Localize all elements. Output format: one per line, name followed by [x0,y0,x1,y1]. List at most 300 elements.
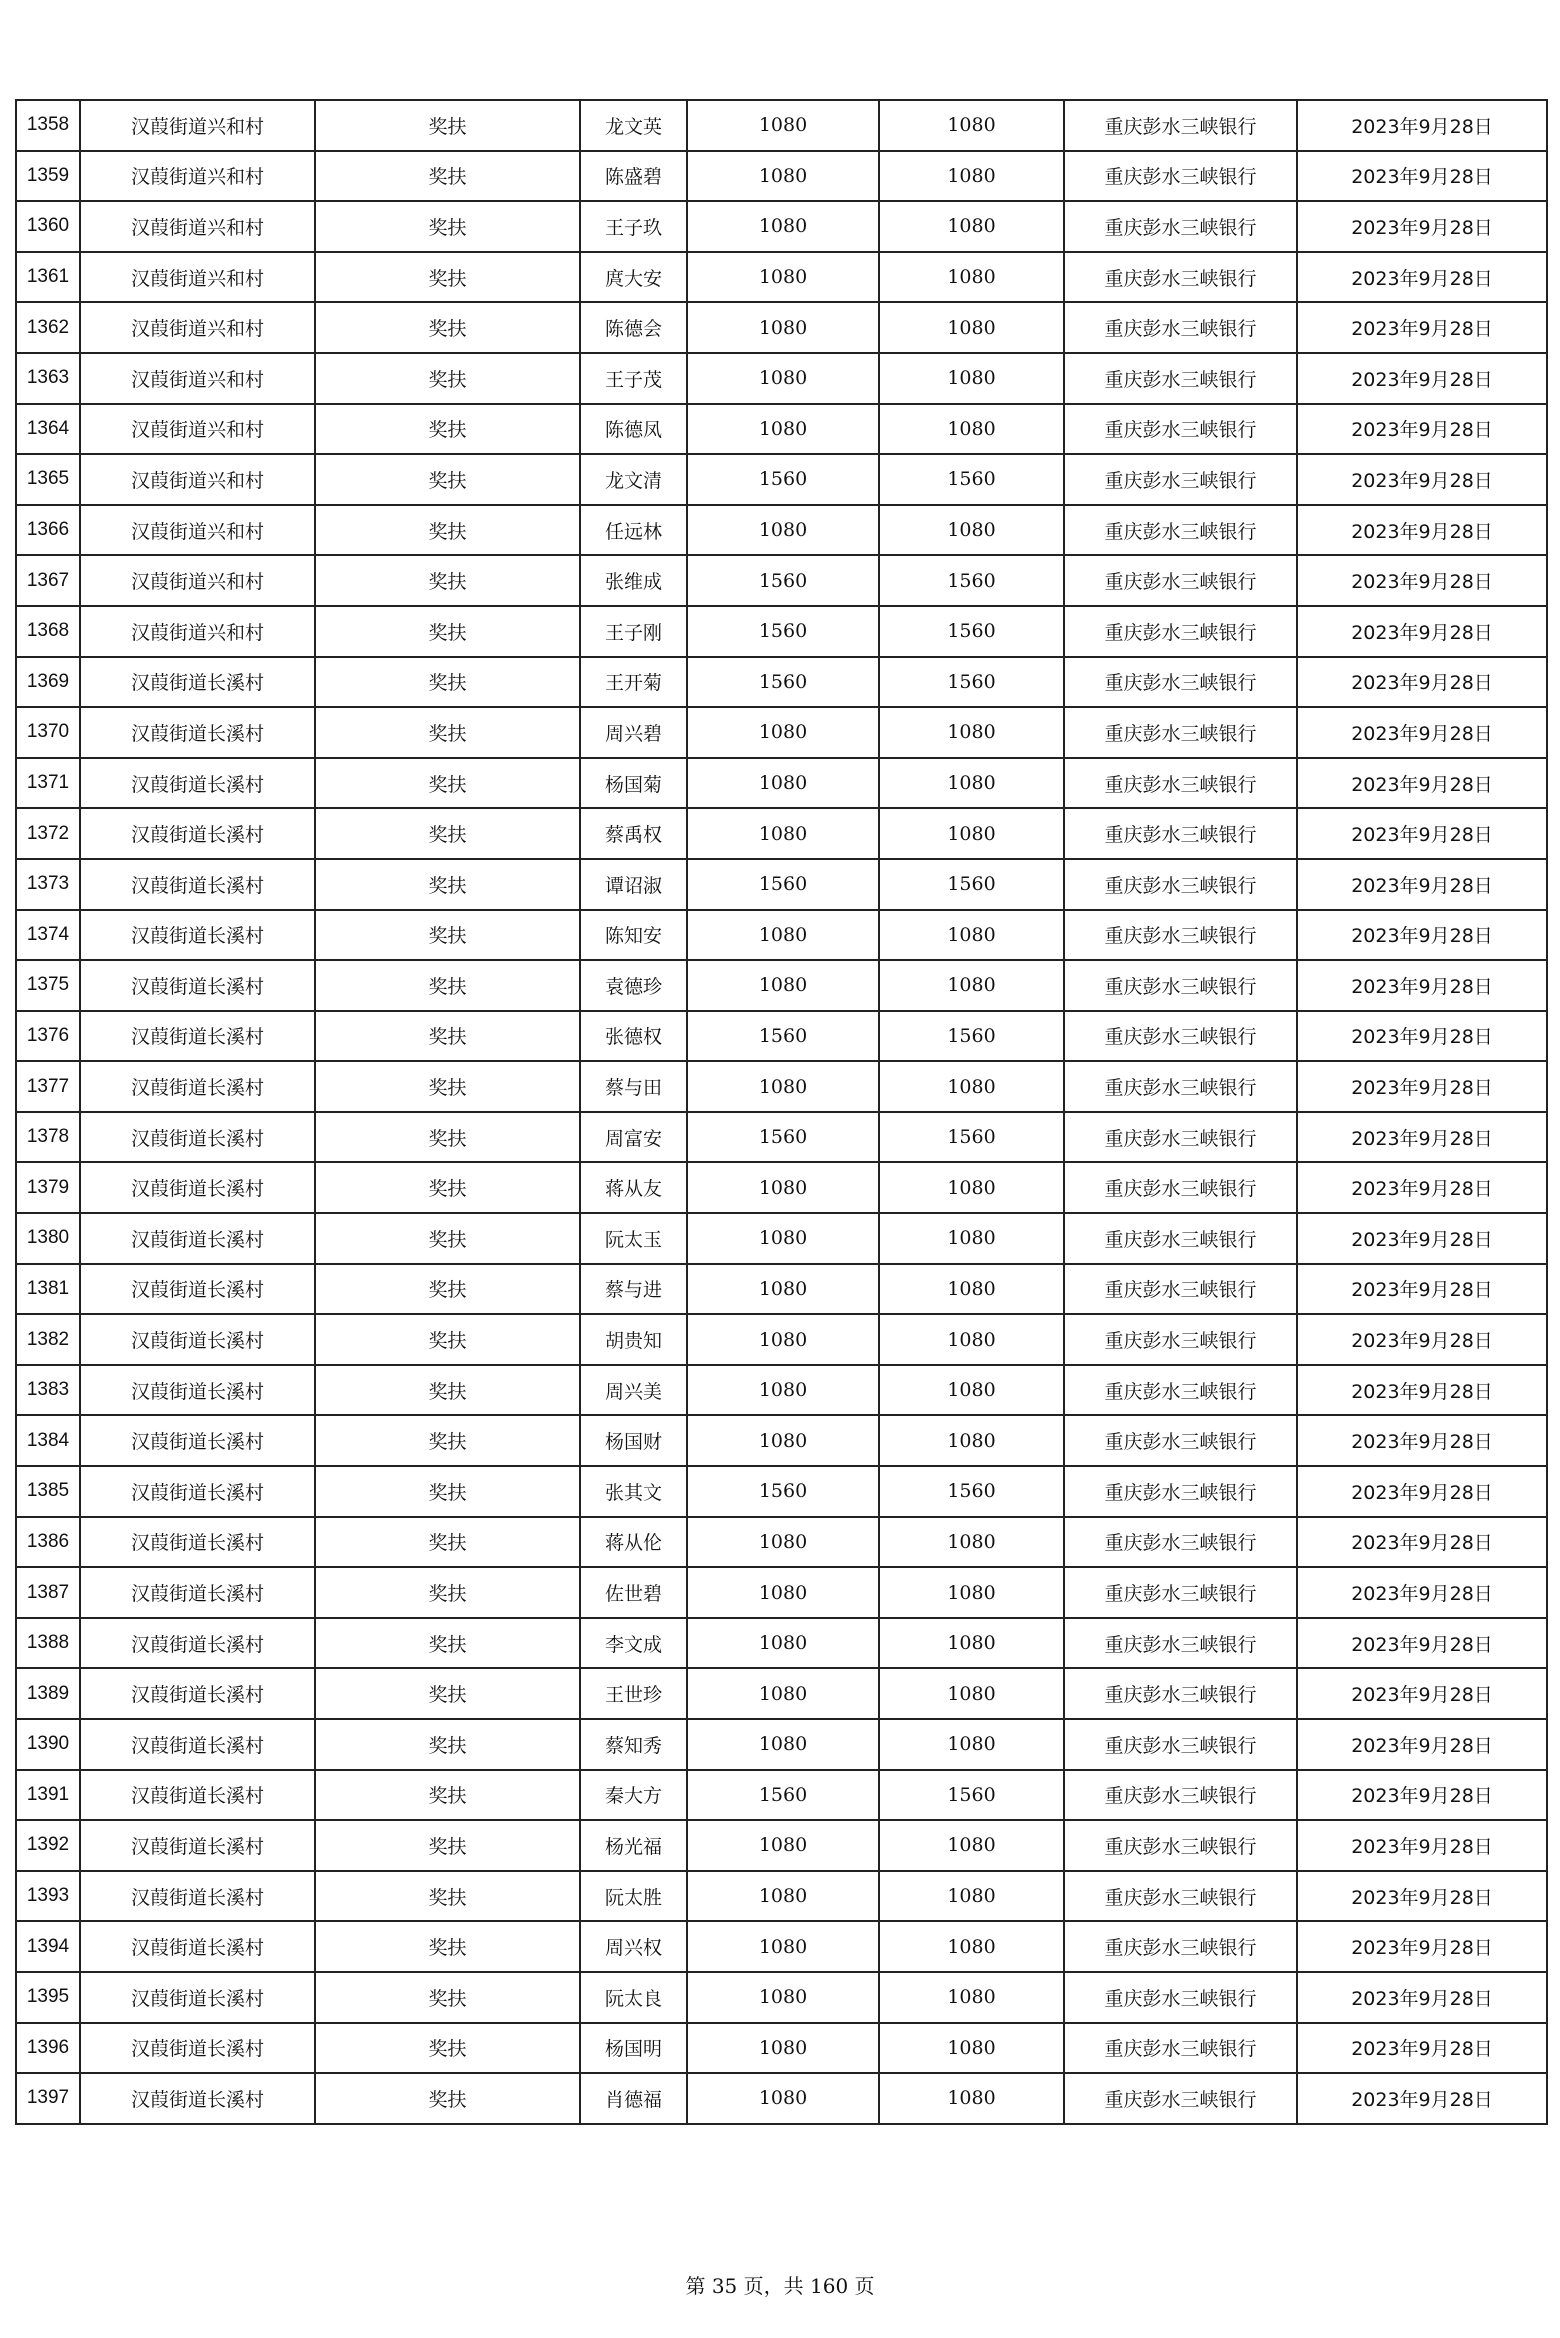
table-row [16,960,1547,1011]
date-cell: 2023年9月28日 [1297,2073,1547,2124]
date-cell: 2023年9月28日 [1297,454,1547,505]
row-number: 1374 [16,910,80,961]
village-cell: 汉葭街道兴和村 [80,505,315,556]
table-row [16,758,1547,809]
paid-amount-cell: 1560 [879,1011,1064,1062]
bank-cell: 重庆彭水三峡银行 [1064,1213,1297,1264]
date-cell: 2023年9月28日 [1297,859,1547,910]
row-number: 1379 [16,1162,80,1213]
table-row [16,2073,1547,2124]
paid-amount-cell: 1080 [879,100,1064,151]
paid-amount-cell: 1080 [879,505,1064,556]
row-number: 1393 [16,1871,80,1922]
type-cell: 奖扶 [315,808,580,859]
village-cell: 汉葭街道长溪村 [80,1112,315,1163]
person-name-cell: 杨国菊 [580,758,687,809]
village-cell: 汉葭街道长溪村 [80,1213,315,1264]
person-name-cell: 张其文 [580,1466,687,1517]
type-cell: 奖扶 [315,1770,580,1821]
bank-cell: 重庆彭水三峡银行 [1064,302,1297,353]
type-cell: 奖扶 [315,454,580,505]
amount-cell: 1080 [687,1921,879,1972]
amount-cell: 1080 [687,1213,879,1264]
table-row [16,555,1547,606]
amount-cell: 1080 [687,910,879,961]
paid-amount-cell: 1080 [879,808,1064,859]
amount-cell: 1080 [687,1719,879,1770]
bank-cell: 重庆彭水三峡银行 [1064,1921,1297,1972]
paid-amount-cell: 1080 [879,1162,1064,1213]
person-name-cell: 蒋从伦 [580,1517,687,1568]
village-cell: 汉葭街道长溪村 [80,657,315,708]
person-name-cell: 肖德福 [580,2073,687,2124]
amount-cell: 1080 [687,1162,879,1213]
date-cell: 2023年9月28日 [1297,302,1547,353]
page-footer: 第 35 页，共 160 页 [685,2274,875,2298]
table-row [16,1061,1547,1112]
row-number: 1359 [16,151,80,202]
paid-amount-cell: 1080 [879,910,1064,961]
date-cell: 2023年9月28日 [1297,657,1547,708]
amount-cell: 1080 [687,1972,879,2023]
row-number: 1397 [16,2073,80,2124]
row-number: 1383 [16,1365,80,1416]
paid-amount-cell: 1080 [879,404,1064,455]
table-row [16,707,1547,758]
amount-cell: 1560 [687,555,879,606]
paid-amount-cell: 1080 [879,1719,1064,1770]
person-name-cell: 李文成 [580,1618,687,1669]
amount-cell: 1080 [687,808,879,859]
person-name-cell: 周兴权 [580,1921,687,1972]
village-cell: 汉葭街道长溪村 [80,1162,315,1213]
bank-cell: 重庆彭水三峡银行 [1064,758,1297,809]
person-name-cell: 陈德会 [580,302,687,353]
amount-cell: 1080 [687,151,879,202]
table-row [16,657,1547,708]
bank-cell: 重庆彭水三峡银行 [1064,505,1297,556]
row-number: 1381 [16,1264,80,1315]
bank-cell: 重庆彭水三峡银行 [1064,1365,1297,1416]
paid-amount-cell: 1080 [879,1517,1064,1568]
bank-cell: 重庆彭水三峡银行 [1064,1415,1297,1466]
bank-cell: 重庆彭水三峡银行 [1064,404,1297,455]
date-cell: 2023年9月28日 [1297,1415,1547,1466]
bank-cell: 重庆彭水三峡银行 [1064,1770,1297,1821]
table-row [16,859,1547,910]
row-number: 1373 [16,859,80,910]
paid-amount-cell: 1080 [879,201,1064,252]
table-row [16,1921,1547,1972]
village-cell: 汉葭街道长溪村 [80,1770,315,1821]
village-cell: 汉葭街道兴和村 [80,100,315,151]
row-number: 1384 [16,1415,80,1466]
person-name-cell: 袁德珍 [580,960,687,1011]
village-cell: 汉葭街道长溪村 [80,1061,315,1112]
type-cell: 奖扶 [315,2023,580,2074]
village-cell: 汉葭街道长溪村 [80,1415,315,1466]
village-cell: 汉葭街道兴和村 [80,454,315,505]
paid-amount-cell: 1080 [879,1668,1064,1719]
village-cell: 汉葭街道长溪村 [80,1264,315,1315]
paid-amount-cell: 1080 [879,1061,1064,1112]
date-cell: 2023年9月28日 [1297,1314,1547,1365]
date-cell: 2023年9月28日 [1297,1921,1547,1972]
date-cell: 2023年9月28日 [1297,100,1547,151]
date-cell: 2023年9月28日 [1297,151,1547,202]
village-cell: 汉葭街道长溪村 [80,910,315,961]
bank-cell: 重庆彭水三峡银行 [1064,1162,1297,1213]
village-cell: 汉葭街道兴和村 [80,252,315,303]
bank-cell: 重庆彭水三峡银行 [1064,1264,1297,1315]
row-number: 1396 [16,2023,80,2074]
paid-amount-cell: 1080 [879,707,1064,758]
village-cell: 汉葭街道长溪村 [80,1567,315,1618]
paid-amount-cell: 1080 [879,1871,1064,1922]
type-cell: 奖扶 [315,2073,580,2124]
row-number: 1378 [16,1112,80,1163]
date-cell: 2023年9月28日 [1297,1466,1547,1517]
date-cell: 2023年9月28日 [1297,910,1547,961]
bank-cell: 重庆彭水三峡银行 [1064,859,1297,910]
village-cell: 汉葭街道长溪村 [80,960,315,1011]
row-number: 1360 [16,201,80,252]
bank-cell: 重庆彭水三峡银行 [1064,2023,1297,2074]
paid-amount-cell: 1560 [879,555,1064,606]
table-body [16,100,1547,2124]
type-cell: 奖扶 [315,1162,580,1213]
bank-cell: 重庆彭水三峡银行 [1064,555,1297,606]
village-cell: 汉葭街道长溪村 [80,2073,315,2124]
village-cell: 汉葭街道长溪村 [80,1921,315,1972]
paid-amount-cell: 1560 [879,1112,1064,1163]
type-cell: 奖扶 [315,1820,580,1871]
person-name-cell: 周兴美 [580,1365,687,1416]
row-number: 1386 [16,1517,80,1568]
amount-cell: 1080 [687,100,879,151]
paid-amount-cell: 1560 [879,1466,1064,1517]
row-number: 1366 [16,505,80,556]
amount-cell: 1080 [687,1314,879,1365]
date-cell: 2023年9月28日 [1297,707,1547,758]
date-cell: 2023年9月28日 [1297,252,1547,303]
table-row [16,353,1547,404]
paid-amount-cell: 1080 [879,151,1064,202]
bank-cell: 重庆彭水三峡银行 [1064,454,1297,505]
table-row [16,1517,1547,1568]
table-row [16,1264,1547,1315]
amount-cell: 1080 [687,2073,879,2124]
type-cell: 奖扶 [315,657,580,708]
person-name-cell: 陈盛碧 [580,151,687,202]
person-name-cell: 杨国明 [580,2023,687,2074]
person-name-cell: 蒋从友 [580,1162,687,1213]
bank-cell: 重庆彭水三峡银行 [1064,201,1297,252]
amount-cell: 1560 [687,606,879,657]
date-cell: 2023年9月28日 [1297,1871,1547,1922]
paid-amount-cell: 1080 [879,758,1064,809]
person-name-cell: 陈知安 [580,910,687,961]
table-row [16,1719,1547,1770]
paid-amount-cell: 1080 [879,1415,1064,1466]
village-cell: 汉葭街道长溪村 [80,1719,315,1770]
paid-amount-cell: 1080 [879,1921,1064,1972]
amount-cell: 1080 [687,505,879,556]
type-cell: 奖扶 [315,1668,580,1719]
bank-cell: 重庆彭水三峡银行 [1064,1517,1297,1568]
date-cell: 2023年9月28日 [1297,960,1547,1011]
village-cell: 汉葭街道长溪村 [80,1972,315,2023]
person-name-cell: 杨国财 [580,1415,687,1466]
bank-cell: 重庆彭水三峡银行 [1064,657,1297,708]
amount-cell: 1080 [687,960,879,1011]
person-name-cell: 王子玖 [580,201,687,252]
bank-cell: 重庆彭水三峡银行 [1064,1061,1297,1112]
bank-cell: 重庆彭水三峡银行 [1064,1314,1297,1365]
row-number: 1387 [16,1567,80,1618]
type-cell: 奖扶 [315,1517,580,1568]
person-name-cell: 秦大方 [580,1770,687,1821]
type-cell: 奖扶 [315,1466,580,1517]
type-cell: 奖扶 [315,1314,580,1365]
table-row [16,808,1547,859]
amount-cell: 1080 [687,1871,879,1922]
table-row [16,302,1547,353]
type-cell: 奖扶 [315,910,580,961]
type-cell: 奖扶 [315,151,580,202]
date-cell: 2023年9月28日 [1297,1264,1547,1315]
paid-amount-cell: 1080 [879,302,1064,353]
paid-amount-cell: 1080 [879,1567,1064,1618]
row-number: 1395 [16,1972,80,2023]
person-name-cell: 谭诏淑 [580,859,687,910]
village-cell: 汉葭街道长溪村 [80,2023,315,2074]
person-name-cell: 龙文清 [580,454,687,505]
row-number: 1364 [16,404,80,455]
person-name-cell: 王子刚 [580,606,687,657]
paid-amount-cell: 1080 [879,1365,1064,1416]
person-name-cell: 庹大安 [580,252,687,303]
paid-amount-cell: 1560 [879,454,1064,505]
amount-cell: 1080 [687,758,879,809]
row-number: 1365 [16,454,80,505]
table-row [16,1365,1547,1416]
amount-cell: 1080 [687,1618,879,1669]
date-cell: 2023年9月28日 [1297,505,1547,556]
date-cell: 2023年9月28日 [1297,1668,1547,1719]
bank-cell: 重庆彭水三峡银行 [1064,1112,1297,1163]
table-row [16,404,1547,455]
date-cell: 2023年9月28日 [1297,1719,1547,1770]
subsidy-table [15,99,1548,2125]
amount-cell: 1080 [687,1517,879,1568]
person-name-cell: 佐世碧 [580,1567,687,1618]
person-name-cell: 阮太良 [580,1972,687,2023]
bank-cell: 重庆彭水三峡银行 [1064,353,1297,404]
village-cell: 汉葭街道长溪村 [80,707,315,758]
row-number: 1392 [16,1820,80,1871]
paid-amount-cell: 1080 [879,353,1064,404]
amount-cell: 1560 [687,1466,879,1517]
person-name-cell: 蔡与田 [580,1061,687,1112]
village-cell: 汉葭街道兴和村 [80,201,315,252]
row-number: 1370 [16,707,80,758]
table-row [16,1466,1547,1517]
row-number: 1376 [16,1011,80,1062]
table-row [16,1314,1547,1365]
amount-cell: 1080 [687,1264,879,1315]
type-cell: 奖扶 [315,960,580,1011]
date-cell: 2023年9月28日 [1297,1365,1547,1416]
amount-cell: 1560 [687,1112,879,1163]
date-cell: 2023年9月28日 [1297,1162,1547,1213]
date-cell: 2023年9月28日 [1297,1972,1547,2023]
row-number: 1371 [16,758,80,809]
bank-cell: 重庆彭水三峡银行 [1064,252,1297,303]
paid-amount-cell: 1560 [879,1770,1064,1821]
amount-cell: 1080 [687,353,879,404]
village-cell: 汉葭街道兴和村 [80,151,315,202]
bank-cell: 重庆彭水三峡银行 [1064,808,1297,859]
bank-cell: 重庆彭水三峡银行 [1064,910,1297,961]
type-cell: 奖扶 [315,302,580,353]
bank-cell: 重庆彭水三峡银行 [1064,2073,1297,2124]
table-row [16,1770,1547,1821]
village-cell: 汉葭街道长溪村 [80,1820,315,1871]
person-name-cell: 阮太玉 [580,1213,687,1264]
row-number: 1382 [16,1314,80,1365]
village-cell: 汉葭街道兴和村 [80,606,315,657]
table-row [16,1567,1547,1618]
paid-amount-cell: 1560 [879,606,1064,657]
row-number: 1363 [16,353,80,404]
village-cell: 汉葭街道长溪村 [80,1314,315,1365]
type-cell: 奖扶 [315,1011,580,1062]
date-cell: 2023年9月28日 [1297,1618,1547,1669]
paid-amount-cell: 1080 [879,1618,1064,1669]
date-cell: 2023年9月28日 [1297,1770,1547,1821]
bank-cell: 重庆彭水三峡银行 [1064,151,1297,202]
table-row [16,1162,1547,1213]
date-cell: 2023年9月28日 [1297,555,1547,606]
bank-cell: 重庆彭水三峡银行 [1064,960,1297,1011]
type-cell: 奖扶 [315,1921,580,1972]
date-cell: 2023年9月28日 [1297,1061,1547,1112]
amount-cell: 1080 [687,1061,879,1112]
paid-amount-cell: 1080 [879,2023,1064,2074]
date-cell: 2023年9月28日 [1297,353,1547,404]
amount-cell: 1080 [687,1415,879,1466]
person-name-cell: 周富安 [580,1112,687,1163]
paid-amount-cell: 1080 [879,1820,1064,1871]
type-cell: 奖扶 [315,1264,580,1315]
row-number: 1362 [16,302,80,353]
date-cell: 2023年9月28日 [1297,1213,1547,1264]
paid-amount-cell: 1080 [879,1314,1064,1365]
table-row [16,201,1547,252]
date-cell: 2023年9月28日 [1297,404,1547,455]
bank-cell: 重庆彭水三峡银行 [1064,1567,1297,1618]
row-number: 1361 [16,252,80,303]
type-cell: 奖扶 [315,1112,580,1163]
date-cell: 2023年9月28日 [1297,758,1547,809]
person-name-cell: 张维成 [580,555,687,606]
date-cell: 2023年9月28日 [1297,1011,1547,1062]
row-number: 1377 [16,1061,80,1112]
village-cell: 汉葭街道兴和村 [80,302,315,353]
table-row [16,1871,1547,1922]
village-cell: 汉葭街道长溪村 [80,1517,315,1568]
date-cell: 2023年9月28日 [1297,1112,1547,1163]
bank-cell: 重庆彭水三峡银行 [1064,1011,1297,1062]
row-number: 1390 [16,1719,80,1770]
person-name-cell: 胡贵知 [580,1314,687,1365]
amount-cell: 1080 [687,1567,879,1618]
amount-cell: 1560 [687,1770,879,1821]
bank-cell: 重庆彭水三峡银行 [1064,707,1297,758]
village-cell: 汉葭街道长溪村 [80,1011,315,1062]
date-cell: 2023年9月28日 [1297,1517,1547,1568]
amount-cell: 1080 [687,1668,879,1719]
row-number: 1389 [16,1668,80,1719]
person-name-cell: 蔡知秀 [580,1719,687,1770]
type-cell: 奖扶 [315,1871,580,1922]
row-number: 1367 [16,555,80,606]
amount-cell: 1560 [687,657,879,708]
row-number: 1375 [16,960,80,1011]
row-number: 1368 [16,606,80,657]
village-cell: 汉葭街道长溪村 [80,1618,315,1669]
amount-cell: 1560 [687,454,879,505]
amount-cell: 1080 [687,707,879,758]
table-row [16,151,1547,202]
table-row [16,2023,1547,2074]
person-name-cell: 王子茂 [580,353,687,404]
table-row [16,1972,1547,2023]
person-name-cell: 任远林 [580,505,687,556]
bank-cell: 重庆彭水三峡银行 [1064,1871,1297,1922]
row-number: 1372 [16,808,80,859]
person-name-cell: 杨光福 [580,1820,687,1871]
table-row [16,1415,1547,1466]
date-cell: 2023年9月28日 [1297,1567,1547,1618]
person-name-cell: 龙文英 [580,100,687,151]
type-cell: 奖扶 [315,1061,580,1112]
person-name-cell: 周兴碧 [580,707,687,758]
amount-cell: 1080 [687,201,879,252]
date-cell: 2023年9月28日 [1297,606,1547,657]
bank-cell: 重庆彭水三峡银行 [1064,1668,1297,1719]
bank-cell: 重庆彭水三峡银行 [1064,100,1297,151]
amount-cell: 1560 [687,1011,879,1062]
village-cell: 汉葭街道长溪村 [80,1668,315,1719]
type-cell: 奖扶 [315,404,580,455]
row-number: 1391 [16,1770,80,1821]
table-row [16,454,1547,505]
paid-amount-cell: 1080 [879,252,1064,303]
bank-cell: 重庆彭水三峡银行 [1064,1719,1297,1770]
village-cell: 汉葭街道长溪村 [80,1466,315,1517]
table-row [16,1112,1547,1163]
date-cell: 2023年9月28日 [1297,1820,1547,1871]
amount-cell: 1080 [687,252,879,303]
type-cell: 奖扶 [315,353,580,404]
type-cell: 奖扶 [315,201,580,252]
date-cell: 2023年9月28日 [1297,808,1547,859]
person-name-cell: 蔡禹权 [580,808,687,859]
village-cell: 汉葭街道兴和村 [80,353,315,404]
village-cell: 汉葭街道长溪村 [80,808,315,859]
